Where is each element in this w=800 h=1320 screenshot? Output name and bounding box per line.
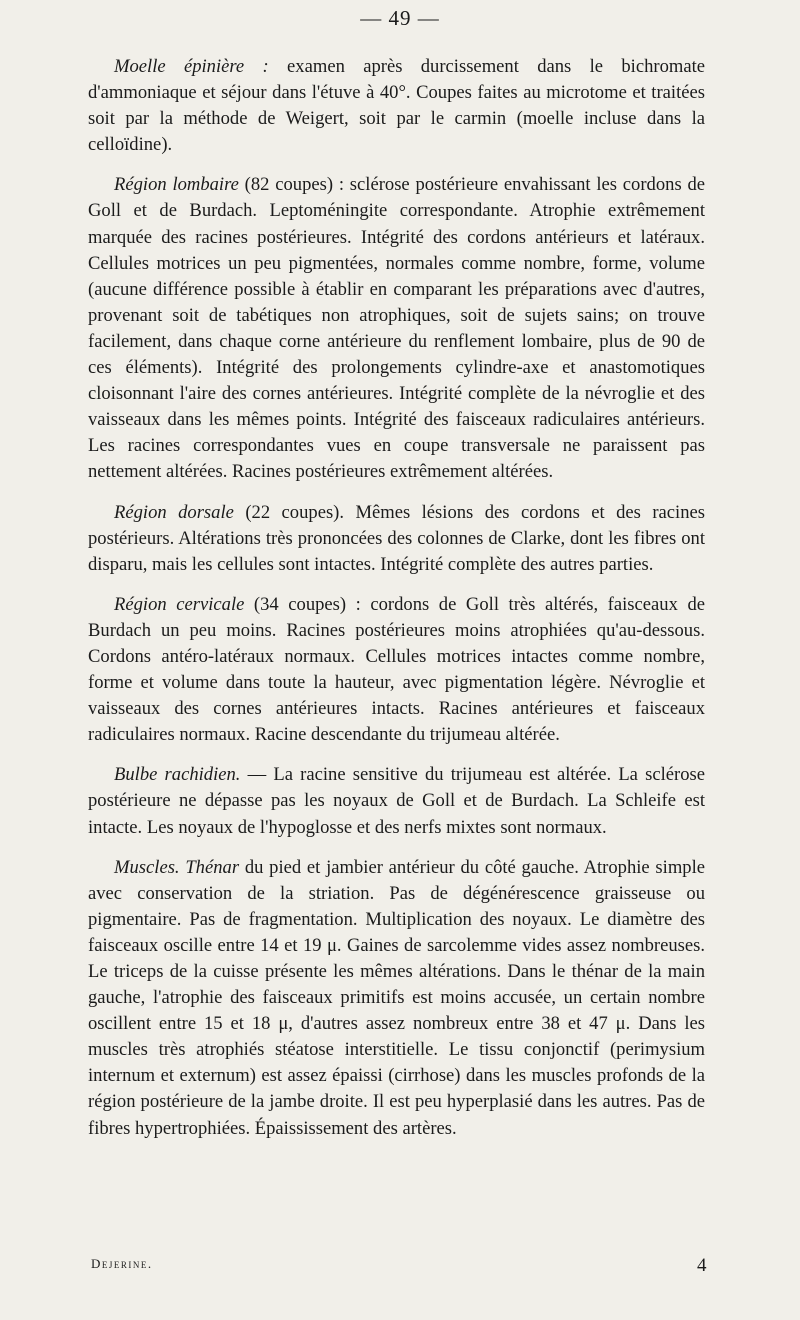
paragraph-lead: Région dorsale xyxy=(114,501,234,523)
body-text xyxy=(88,54,705,1142)
paragraph-muscles xyxy=(88,855,705,1142)
paragraph-text: (34 coupes) : cordons de Goll très altérés, faisceaux de Burdach un peu moins. Racines postérieures moins atrophiées qu'au-dessous. Cordons antéro-latéraux normaux. Cellules motrices intactes comme nombre, forme et volume dans toute la hauteur, avec pigmentation légère. Névroglie et vaisseaux des cornes antérieures intacts. Racines antérieures et faisceaux radiculaires normaux. Racine descendante du trijumeau altérée. xyxy=(88,593,705,746)
paragraph-text: — La racine sensitive du trijumeau est altérée. La sclérose postérieure ne dépasse pas les noyaux de Goll et de Burdach. La Schleife est intacte. Les noyaux de l'hypoglosse et des nerfs mixtes sont normaux. xyxy=(88,764,705,838)
paragraph-lead: Moelle épinière : xyxy=(114,56,269,77)
paragraph-moelle xyxy=(88,54,705,158)
paragraph-cervicale xyxy=(88,592,705,749)
paragraph-text: (22 coupes). Mêmes lésions des cordons et des racines postérieurs. Altérations très prononcées des colonnes de Clarke, dont les fibres ont disparu, mais les cellules sont intactes. Intégrité complète des autres parties. xyxy=(88,501,705,575)
printer-signature: Dejerine. xyxy=(91,1256,153,1271)
paragraph-dorsale xyxy=(88,500,705,578)
sheet-number: 4 xyxy=(697,1255,707,1276)
page-number: — 49 — xyxy=(360,6,440,30)
paragraph-lead: Muscles. Thénar xyxy=(114,856,240,878)
paragraph-text: examen après durcissement dans le bichromate d'ammoniaque et séjour dans l'étuve à 40°. Coupes faites au microtome et traitées soit par la méthode de Weigert, soit par le carmin (moelle incluse dans la celloïdine). xyxy=(88,56,706,156)
paragraph-bulbe xyxy=(88,762,705,840)
paragraph-text: du pied et jambier antérieur du côté gauche. Atrophie simple avec conservation de la striation. Pas de dégénérescence graisseuse ou pigmentaire. Pas de fragmentation. Multiplication des noyaux. Le diamètre des faisceaux oscille entre 14 et 19 μ. Gaines de sarcolemme vides assez nombreuses. Le triceps de la cuisse présente les mêmes altérations. Dans le thénar de la main gauche, l'atrophie des faisceaux primitifs est moins accusée, un certain nombre oscillent entre 15 et 18 μ, d'autres assez nombreux entre 38 et 47 μ. Dans les muscles très atrophiés stéatose interstitielle. Le tissu conjonctif (perimysium internum et externum) est assez épaissi (cirrhose) dans les muscles profonds de la région postérieure de la jambe droite. Il est peu hyperplasié dans les autres. Pas de fibres hypertrophiées. Épaississement des artères. xyxy=(88,856,706,1139)
paragraph-lombaire xyxy=(88,172,705,485)
paragraph-lead: Région lombaire xyxy=(114,174,239,196)
paragraph-lead: Région cervicale xyxy=(114,593,245,615)
paragraph-lead: Bulbe rachidien. xyxy=(114,764,241,786)
paragraph-text: (82 coupes) : sclérose postérieure envahissant les cordons de Goll et de Burdach. Leptoméningite correspondante. Atrophie extrêmement marquée des racines postérieures. Intégrité des cordons antérieurs et latéraux. Cellules motrices un peu pigmentées, normales comme nombre, forme, volume (aucune différence possible à établir en comparant les préparations avec d'autres, provenant soit de tabétiques non atrophiques, soit de sujets sains; on trouve facilement, dans chaque corne antérieure du renflement lombaire, plus de 90 de ces éléments). Intégrité des prolongements cylindre-axe et anastomotiques cloisonnant l'aire des cornes antérieures. Intégrité complète de la névroglie et des vaisseaux dans les mêmes points. Intégrité des faisceaux radiculaires antérieurs. Les racines correspondantes vues en coupe transversale ne paraissent pas nettement altérées. Racines postérieures extrêmement altérées. xyxy=(88,174,706,483)
